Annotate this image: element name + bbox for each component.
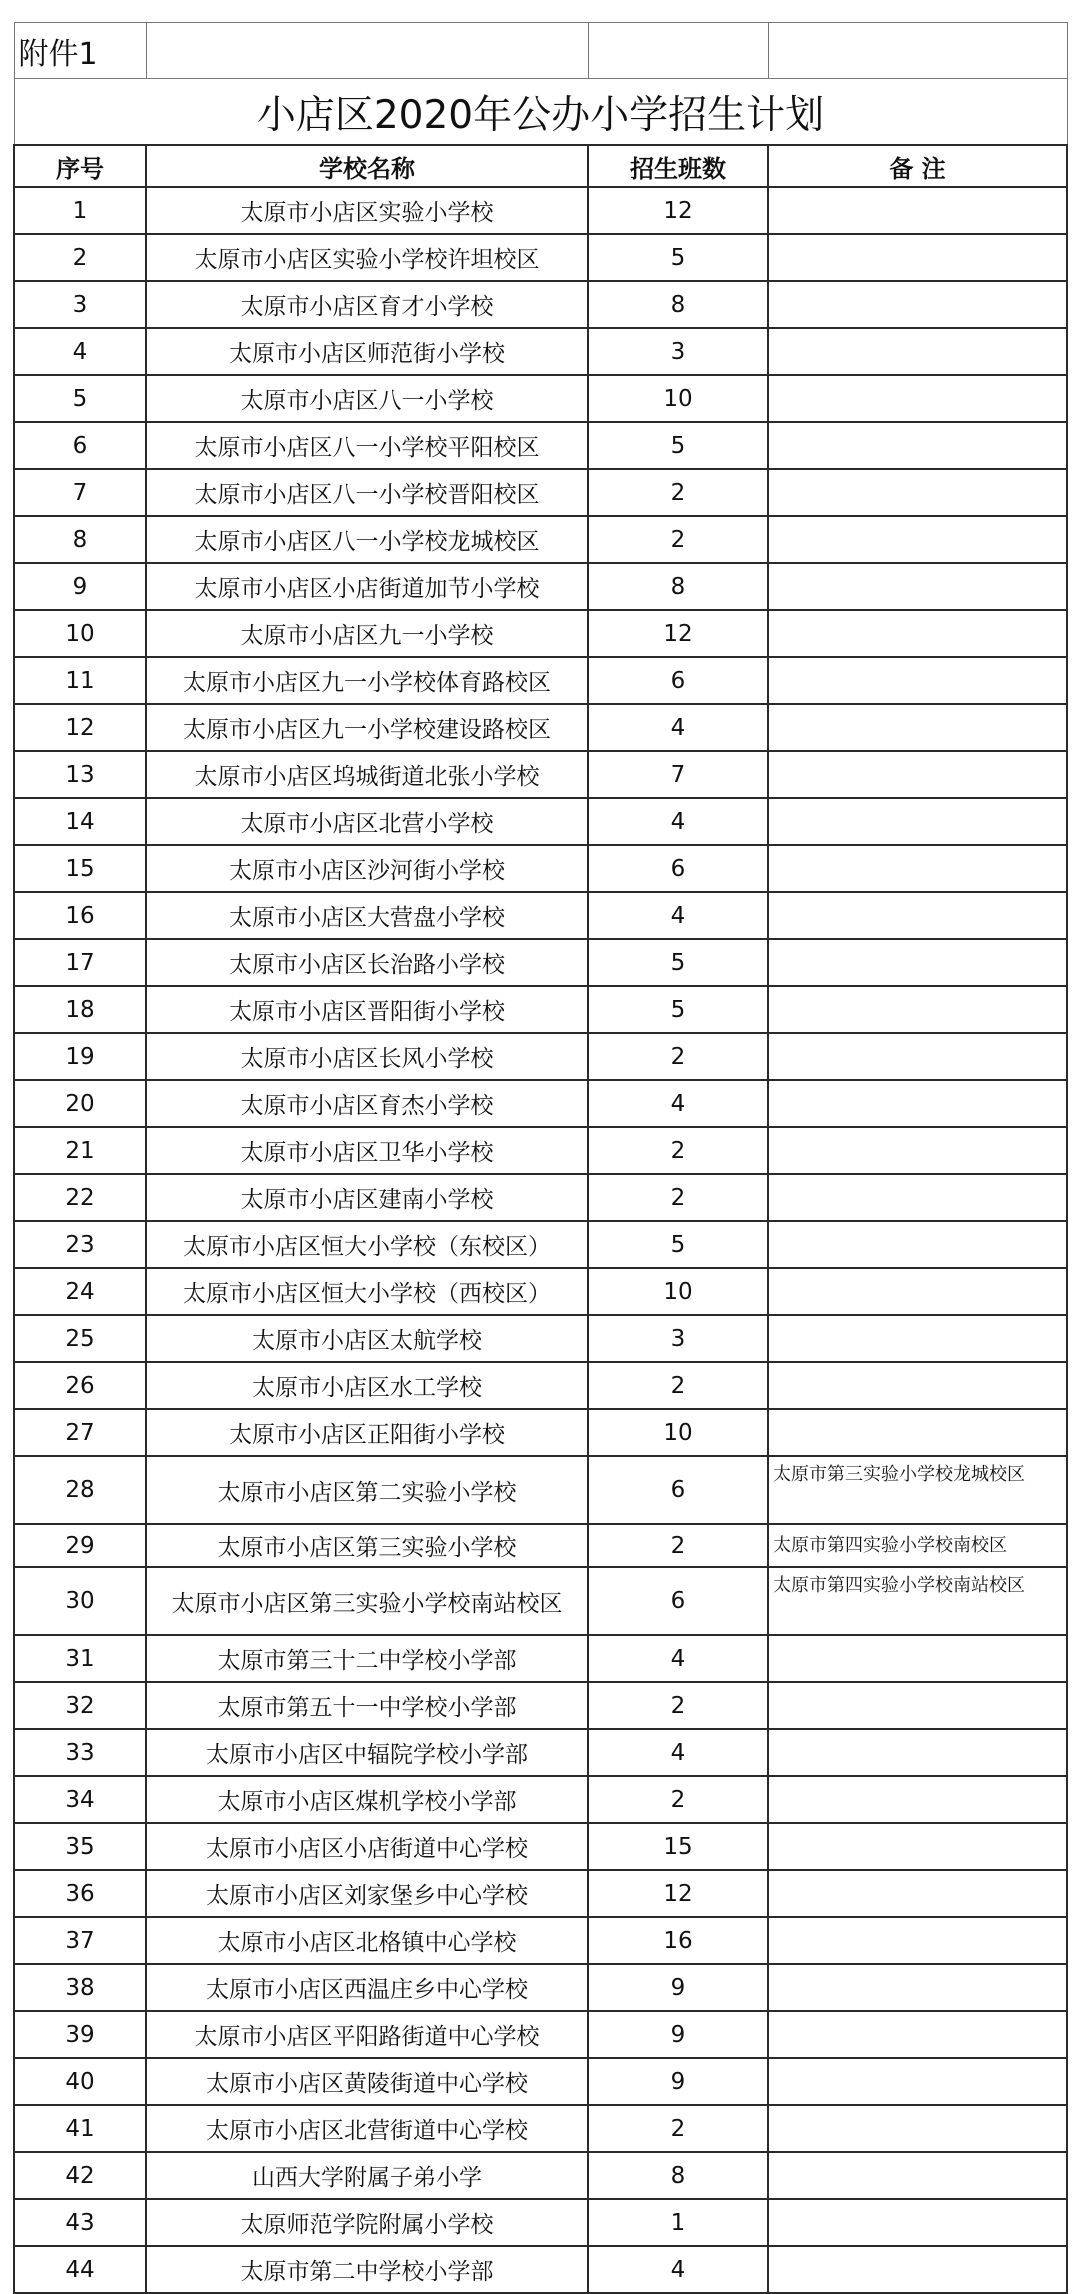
class-count: 2	[588, 2105, 768, 2152]
row-number: 29	[14, 1524, 146, 1567]
school-name: 太原市小店区八一小学校龙城校区	[146, 516, 588, 563]
class-count: 7	[588, 751, 768, 798]
table-row	[14, 2152, 1067, 2199]
row-number: 38	[14, 1964, 146, 2011]
row-number: 13	[14, 751, 146, 798]
class-count: 2	[588, 1776, 768, 1823]
row-number: 20	[14, 1080, 146, 1127]
class-count: 5	[588, 986, 768, 1033]
table-row	[14, 798, 1067, 845]
school-name: 太原市小店区晋阳街小学校	[146, 986, 588, 1033]
school-name: 太原市小店区大营盘小学校	[146, 892, 588, 939]
row-number: 26	[14, 1362, 146, 1409]
table-row	[14, 986, 1067, 1033]
row-number: 4	[14, 328, 146, 375]
school-name: 太原市小店区卫华小学校	[146, 1127, 588, 1174]
column-header-remarks: 备 注	[768, 145, 1067, 187]
row-number: 12	[14, 704, 146, 751]
remarks	[768, 845, 1067, 892]
row-number: 30	[14, 1567, 146, 1635]
empty-cell	[588, 23, 768, 79]
remarks	[768, 939, 1067, 986]
school-name: 太原市小店区正阳街小学校	[146, 1409, 588, 1456]
class-count: 8	[588, 563, 768, 610]
school-name: 太原市小店区育才小学校	[146, 281, 588, 328]
class-count: 2	[588, 1682, 768, 1729]
table-row	[14, 751, 1067, 798]
school-name: 太原市小店区北格镇中心学校	[146, 1917, 588, 1964]
class-count: 5	[588, 422, 768, 469]
school-name: 太原市小店区育杰小学校	[146, 1080, 588, 1127]
attachment-row	[14, 23, 1067, 79]
table-row	[14, 1174, 1067, 1221]
school-name: 太原市小店区恒大小学校（东校区）	[146, 1221, 588, 1268]
class-count: 10	[588, 375, 768, 422]
row-number: 28	[14, 1456, 146, 1524]
remarks	[768, 469, 1067, 516]
school-name: 太原市小店区小店街道加节小学校	[146, 563, 588, 610]
row-number: 31	[14, 1635, 146, 1682]
table-row	[14, 1870, 1067, 1917]
remarks	[768, 1080, 1067, 1127]
class-count: 8	[588, 2152, 768, 2199]
table-row	[14, 1268, 1067, 1315]
school-name: 太原市小店区平阳路街道中心学校	[146, 2011, 588, 2058]
remarks	[768, 610, 1067, 657]
school-name: 太原市第二中学校小学部	[146, 2246, 588, 2293]
header-row	[14, 145, 1067, 187]
school-name: 太原市小店区第三实验小学校南站校区	[146, 1567, 588, 1635]
table-row	[14, 2058, 1067, 2105]
remarks	[768, 1362, 1067, 1409]
row-number: 15	[14, 845, 146, 892]
row-number: 14	[14, 798, 146, 845]
school-name: 太原市小店区建南小学校	[146, 1174, 588, 1221]
enrollment-plan-table	[13, 22, 1068, 2294]
remarks: 太原市第四实验小学校南校区	[768, 1524, 1067, 1567]
school-name: 太原市小店区第二实验小学校	[146, 1456, 588, 1524]
row-number: 10	[14, 610, 146, 657]
school-name: 太原市小店区西温庄乡中心学校	[146, 1964, 588, 2011]
row-number: 7	[14, 469, 146, 516]
table-row	[14, 469, 1067, 516]
class-count: 2	[588, 1033, 768, 1080]
row-number: 25	[14, 1315, 146, 1362]
remarks	[768, 1964, 1067, 2011]
class-count: 10	[588, 1268, 768, 1315]
class-count: 8	[588, 281, 768, 328]
remarks	[768, 1729, 1067, 1776]
row-number: 16	[14, 892, 146, 939]
class-count: 4	[588, 892, 768, 939]
class-count: 5	[588, 1221, 768, 1268]
remarks	[768, 1221, 1067, 1268]
table-row	[14, 610, 1067, 657]
school-name: 太原市小店区九一小学校	[146, 610, 588, 657]
table-row	[14, 1964, 1067, 2011]
table-row	[14, 1362, 1067, 1409]
school-name: 太原市小店区八一小学校晋阳校区	[146, 469, 588, 516]
remarks	[768, 1315, 1067, 1362]
remarks	[768, 2105, 1067, 2152]
remarks	[768, 1870, 1067, 1917]
remarks	[768, 657, 1067, 704]
table-row	[14, 657, 1067, 704]
row-number: 5	[14, 375, 146, 422]
school-name: 太原市小店区水工学校	[146, 1362, 588, 1409]
remarks	[768, 328, 1067, 375]
empty-cell	[768, 23, 1067, 79]
school-name: 太原市小店区坞城街道北张小学校	[146, 751, 588, 798]
row-number: 41	[14, 2105, 146, 2152]
remarks	[768, 234, 1067, 281]
row-number: 24	[14, 1268, 146, 1315]
row-number: 17	[14, 939, 146, 986]
remarks	[768, 1635, 1067, 1682]
remarks	[768, 892, 1067, 939]
table-row	[14, 1776, 1067, 1823]
remarks	[768, 1174, 1067, 1221]
table-row	[14, 281, 1067, 328]
remarks	[768, 2199, 1067, 2246]
class-count: 2	[588, 516, 768, 563]
class-count: 15	[588, 1823, 768, 1870]
class-count: 6	[588, 1567, 768, 1635]
class-count: 4	[588, 1729, 768, 1776]
remarks	[768, 751, 1067, 798]
class-count: 12	[588, 1870, 768, 1917]
table-row	[14, 1456, 1067, 1524]
table-row	[14, 704, 1067, 751]
row-number: 33	[14, 1729, 146, 1776]
table-row	[14, 1127, 1067, 1174]
table-row	[14, 328, 1067, 375]
row-number: 35	[14, 1823, 146, 1870]
row-number: 42	[14, 2152, 146, 2199]
class-count: 12	[588, 610, 768, 657]
school-name: 太原市小店区实验小学校	[146, 187, 588, 234]
table-row	[14, 1917, 1067, 1964]
remarks	[768, 1127, 1067, 1174]
table-row	[14, 422, 1067, 469]
school-name: 太原市小店区师范街小学校	[146, 328, 588, 375]
remarks	[768, 1682, 1067, 1729]
class-count: 3	[588, 1315, 768, 1362]
class-count: 5	[588, 939, 768, 986]
table-row	[14, 939, 1067, 986]
row-number: 40	[14, 2058, 146, 2105]
class-count: 12	[588, 187, 768, 234]
remarks: 太原市第三实验小学校龙城校区	[768, 1456, 1067, 1524]
class-count: 2	[588, 469, 768, 516]
school-name: 太原师范学院附属小学校	[146, 2199, 588, 2246]
school-name: 太原市小店区沙河街小学校	[146, 845, 588, 892]
school-name: 太原市小店区刘家堡乡中心学校	[146, 1870, 588, 1917]
row-number: 8	[14, 516, 146, 563]
table-row	[14, 1033, 1067, 1080]
table-row	[14, 1315, 1067, 1362]
table-row	[14, 1635, 1067, 1682]
table-row	[14, 2105, 1067, 2152]
school-name: 太原市小店区九一小学校体育路校区	[146, 657, 588, 704]
row-number: 18	[14, 986, 146, 1033]
remarks	[768, 704, 1067, 751]
remarks	[768, 1776, 1067, 1823]
table-row	[14, 2199, 1067, 2246]
row-number: 21	[14, 1127, 146, 1174]
school-name: 山西大学附属子弟小学	[146, 2152, 588, 2199]
row-number: 44	[14, 2246, 146, 2293]
table-row	[14, 845, 1067, 892]
table-row	[14, 1409, 1067, 1456]
remarks	[768, 375, 1067, 422]
table-row	[14, 2011, 1067, 2058]
school-name: 太原市小店区中辐院学校小学部	[146, 1729, 588, 1776]
school-name: 太原市第三十二中学校小学部	[146, 1635, 588, 1682]
class-count: 4	[588, 798, 768, 845]
class-count: 4	[588, 1080, 768, 1127]
school-name: 太原市小店区八一小学校平阳校区	[146, 422, 588, 469]
school-name: 太原市小店区恒大小学校（西校区）	[146, 1268, 588, 1315]
remarks	[768, 422, 1067, 469]
table-row	[14, 563, 1067, 610]
school-name: 太原市小店区小店街道中心学校	[146, 1823, 588, 1870]
school-name: 太原市第五十一中学校小学部	[146, 1682, 588, 1729]
table-row	[14, 375, 1067, 422]
table-row	[14, 1823, 1067, 1870]
school-name: 太原市小店区八一小学校	[146, 375, 588, 422]
attachment-label: 附件1	[14, 23, 146, 79]
column-header-school-name: 学校名称	[146, 145, 588, 187]
school-name: 太原市小店区第三实验小学校	[146, 1524, 588, 1567]
table-row	[14, 892, 1067, 939]
remarks	[768, 1409, 1067, 1456]
class-count: 4	[588, 704, 768, 751]
class-count: 4	[588, 1635, 768, 1682]
remarks	[768, 986, 1067, 1033]
remarks	[768, 798, 1067, 845]
class-count: 16	[588, 1917, 768, 1964]
row-number: 39	[14, 2011, 146, 2058]
column-header-number: 序号	[14, 145, 146, 187]
remarks	[768, 2011, 1067, 2058]
school-name: 太原市小店区九一小学校建设路校区	[146, 704, 588, 751]
remarks	[768, 1033, 1067, 1080]
row-number: 43	[14, 2199, 146, 2246]
table-row	[14, 1524, 1067, 1567]
class-count: 2	[588, 1127, 768, 1174]
school-name: 太原市小店区长风小学校	[146, 1033, 588, 1080]
school-name: 太原市小店区实验小学校许坦校区	[146, 234, 588, 281]
row-number: 34	[14, 1776, 146, 1823]
table-row	[14, 1221, 1067, 1268]
row-number: 32	[14, 1682, 146, 1729]
empty-cell	[146, 23, 588, 79]
row-number: 11	[14, 657, 146, 704]
class-count: 5	[588, 234, 768, 281]
class-count: 10	[588, 1409, 768, 1456]
school-name: 太原市小店区太航学校	[146, 1315, 588, 1362]
remarks	[768, 516, 1067, 563]
remarks	[768, 2246, 1067, 2293]
class-count: 2	[588, 1362, 768, 1409]
school-name: 太原市小店区北营小学校	[146, 798, 588, 845]
class-count: 9	[588, 1964, 768, 2011]
class-count: 6	[588, 1456, 768, 1524]
remarks	[768, 2058, 1067, 2105]
row-number: 22	[14, 1174, 146, 1221]
row-number: 37	[14, 1917, 146, 1964]
school-name: 太原市小店区煤机学校小学部	[146, 1776, 588, 1823]
row-number: 3	[14, 281, 146, 328]
row-number: 23	[14, 1221, 146, 1268]
remarks: 太原市第四实验小学校南站校区	[768, 1567, 1067, 1635]
remarks	[768, 1268, 1067, 1315]
class-count: 3	[588, 328, 768, 375]
table-row	[14, 1682, 1067, 1729]
row-number: 6	[14, 422, 146, 469]
class-count: 2	[588, 1174, 768, 1221]
class-count: 9	[588, 2011, 768, 2058]
row-number: 19	[14, 1033, 146, 1080]
class-count: 4	[588, 2246, 768, 2293]
row-number: 1	[14, 187, 146, 234]
class-count: 6	[588, 657, 768, 704]
class-count: 2	[588, 1524, 768, 1567]
remarks	[768, 563, 1067, 610]
remarks	[768, 187, 1067, 234]
table-row	[14, 2246, 1067, 2293]
table-row	[14, 1729, 1067, 1776]
title-row	[14, 79, 1067, 146]
document-title: 小店区2020年公办小学招生计划	[14, 79, 1067, 146]
school-name: 太原市小店区长治路小学校	[146, 939, 588, 986]
school-name: 太原市小店区北营街道中心学校	[146, 2105, 588, 2152]
row-number: 9	[14, 563, 146, 610]
table-row	[14, 1080, 1067, 1127]
remarks	[768, 281, 1067, 328]
class-count: 1	[588, 2199, 768, 2246]
class-count: 9	[588, 2058, 768, 2105]
table-row	[14, 234, 1067, 281]
table-row	[14, 1567, 1067, 1635]
row-number: 2	[14, 234, 146, 281]
remarks	[768, 2152, 1067, 2199]
table-row	[14, 516, 1067, 563]
remarks	[768, 1917, 1067, 1964]
table-row	[14, 187, 1067, 234]
class-count: 6	[588, 845, 768, 892]
school-name: 太原市小店区黄陵街道中心学校	[146, 2058, 588, 2105]
column-header-class-count: 招生班数	[588, 145, 768, 187]
row-number: 36	[14, 1870, 146, 1917]
row-number: 27	[14, 1409, 146, 1456]
remarks	[768, 1823, 1067, 1870]
